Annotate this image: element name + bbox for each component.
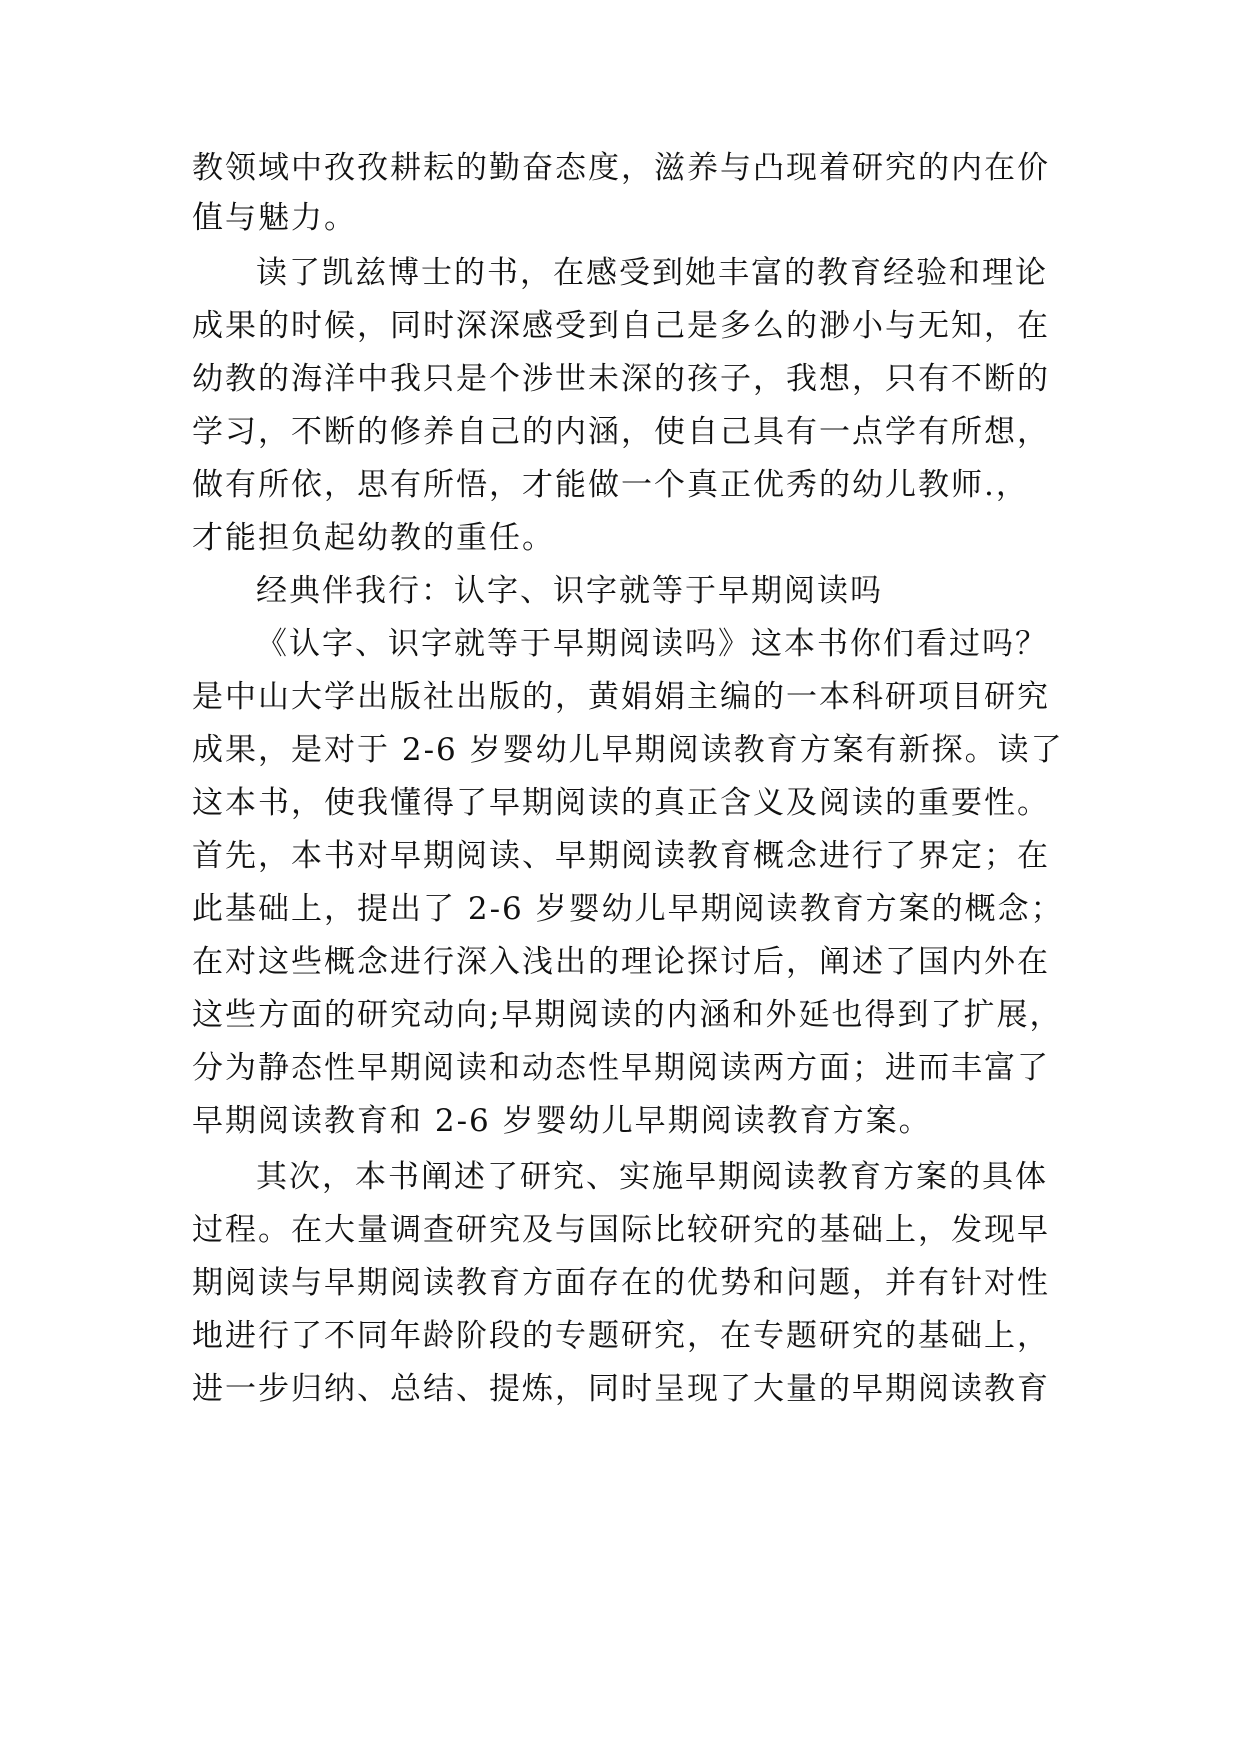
text-line: 其次，本书阐述了研究、实施早期阅读教育方案的具体 [256,1159,1048,1195]
text-line: 早期阅读教育和 2-6 岁婴幼儿早期阅读教育方案。 [192,1103,932,1139]
text-line: 在对这些概念进行深入浅出的理论探讨后，阐述了国内外在 [192,944,1050,980]
text-line: 成果，是对于 2-6 岁婴幼儿早期阅读教育方案有新探。读了 [192,732,1064,768]
text-line: 进一步归纳、总结、提炼，同时呈现了大量的早期阅读教育 [192,1371,1050,1407]
text-line: 幼教的海洋中我只是个涉世未深的孩子，我想，只有不断的 [192,361,1050,397]
text-line: 过程。在大量调查研究及与国际比较研究的基础上，发现早 [192,1212,1050,1248]
text-line: 期阅读与早期阅读教育方面存在的优势和问题，并有针对性 [192,1265,1050,1301]
text-line: 首先，本书对早期阅读、早期阅读教育概念进行了界定；在 [192,838,1050,874]
text-line: 是中山大学出版社出版的，黄娟娟主编的一本科研项目研究 [192,679,1050,715]
text-line: 教领域中孜孜耕耘的勤奋态度，滋养与凸现着研究的内在价 [192,150,1050,186]
text-line: 这本书，使我懂得了早期阅读的真正含义及阅读的重要性。 [192,785,1050,821]
text-line: 分为静态性早期阅读和动态性早期阅读两方面；进而丰富了 [192,1050,1050,1086]
text-line: 学习，不断的修养自己的内涵，使自己具有一点学有所想， [192,414,1050,450]
text-line: 此基础上，提出了 2-6 岁婴幼儿早期阅读教育方案的概念； [192,891,1064,927]
text-line: 《认字、识字就等于早期阅读吗》这本书你们看过吗？ [256,626,1048,662]
text-line: 成果的时候，同时深深感受到自己是多么的渺小与无知，在 [192,308,1050,344]
text-line: 才能担负起幼教的重任。 [192,520,555,556]
text-line: 值与魅力。 [192,200,357,236]
section-heading: 经典伴我行：认字、识字就等于早期阅读吗 [256,573,883,609]
text-line: 地进行了不同年龄阶段的专题研究，在专题研究的基础上， [192,1318,1050,1354]
text-line: 这些方面的研究动向;早期阅读的内涵和外延也得到了扩展， [192,997,1063,1033]
text-line: 做有所依，思有所悟，才能做一个真正优秀的幼儿教师.， [192,467,1029,503]
text-line: 读了凯兹博士的书，在感受到她丰富的教育经验和理论 [256,255,1048,291]
